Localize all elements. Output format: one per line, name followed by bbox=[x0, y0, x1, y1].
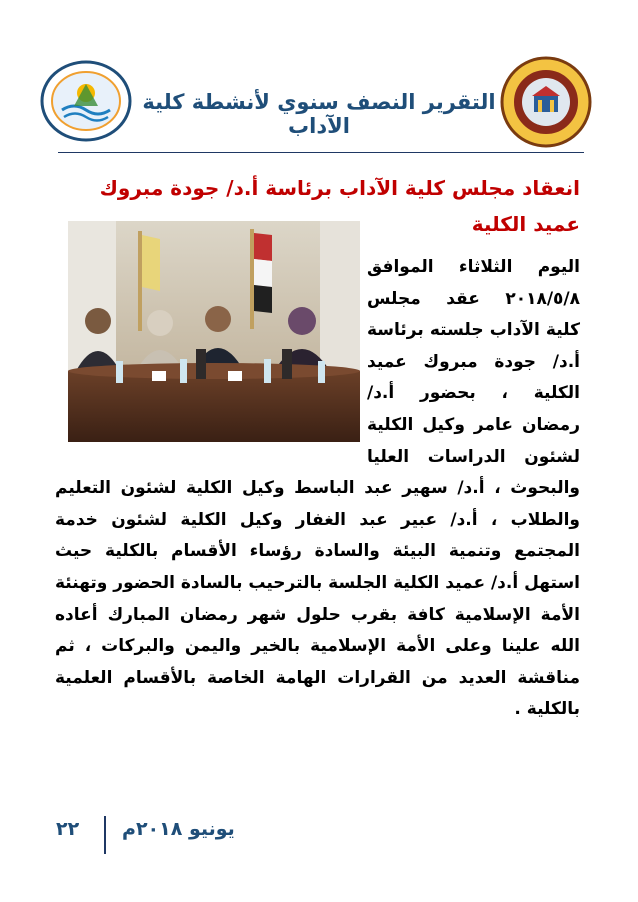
article-headline: انعقاد مجلس كلية الآداب برئاسة أ.د/ جودة مبروك عميد الكلية bbox=[99, 176, 580, 236]
footer-divider bbox=[104, 816, 106, 854]
footer-date: يونيو ٢٠١٨م bbox=[122, 818, 235, 840]
photo-wrap-spacer bbox=[55, 252, 367, 465]
faculty-logo-icon bbox=[500, 56, 592, 148]
page-number: ٢٢ bbox=[56, 818, 80, 840]
university-logo-icon bbox=[40, 60, 132, 142]
article-body-text: اليوم الثلاثاء الموافق ٢٠١٨/٥/٨ عقد مجلس كلية الآداب جلسته برئاسة أ.د/ جودة مبروك عميد الكلية ، بحضور أ.د/ رمضان عامر وكيل الكلية لشئون الدراسات العليا والبحوث ، أ.د/ سهير عبد الباسط وكيل الكلية لشئون التعليم والطلاب ، أ.د/ عبير عبد الغفار وكيل الكلية لشئون خدمة المجتمع وتنمية البيئة والسادة رؤساء الأقسام بالكلية حيث استهل أ.د/ عميد الكلية الجلسة بالترحيب بالسادة الحضور وتهنئة الأمة الإسلامية كافة بقرب حلول شهر رمضان المبارك أعاده الله علينا وعلى الأمة الإسلامية بالخير واليمن والبركات ، ثم مناقشة العديد من القرارات الهامة الخاصة بالأقسام العلمية بالكلية . bbox=[55, 257, 580, 720]
report-title: التقرير النصف سنوي لأنشطة كلية الآداب bbox=[142, 90, 496, 138]
header-divider bbox=[58, 152, 584, 153]
article-body bbox=[55, 252, 580, 726]
page-header bbox=[0, 48, 638, 148]
